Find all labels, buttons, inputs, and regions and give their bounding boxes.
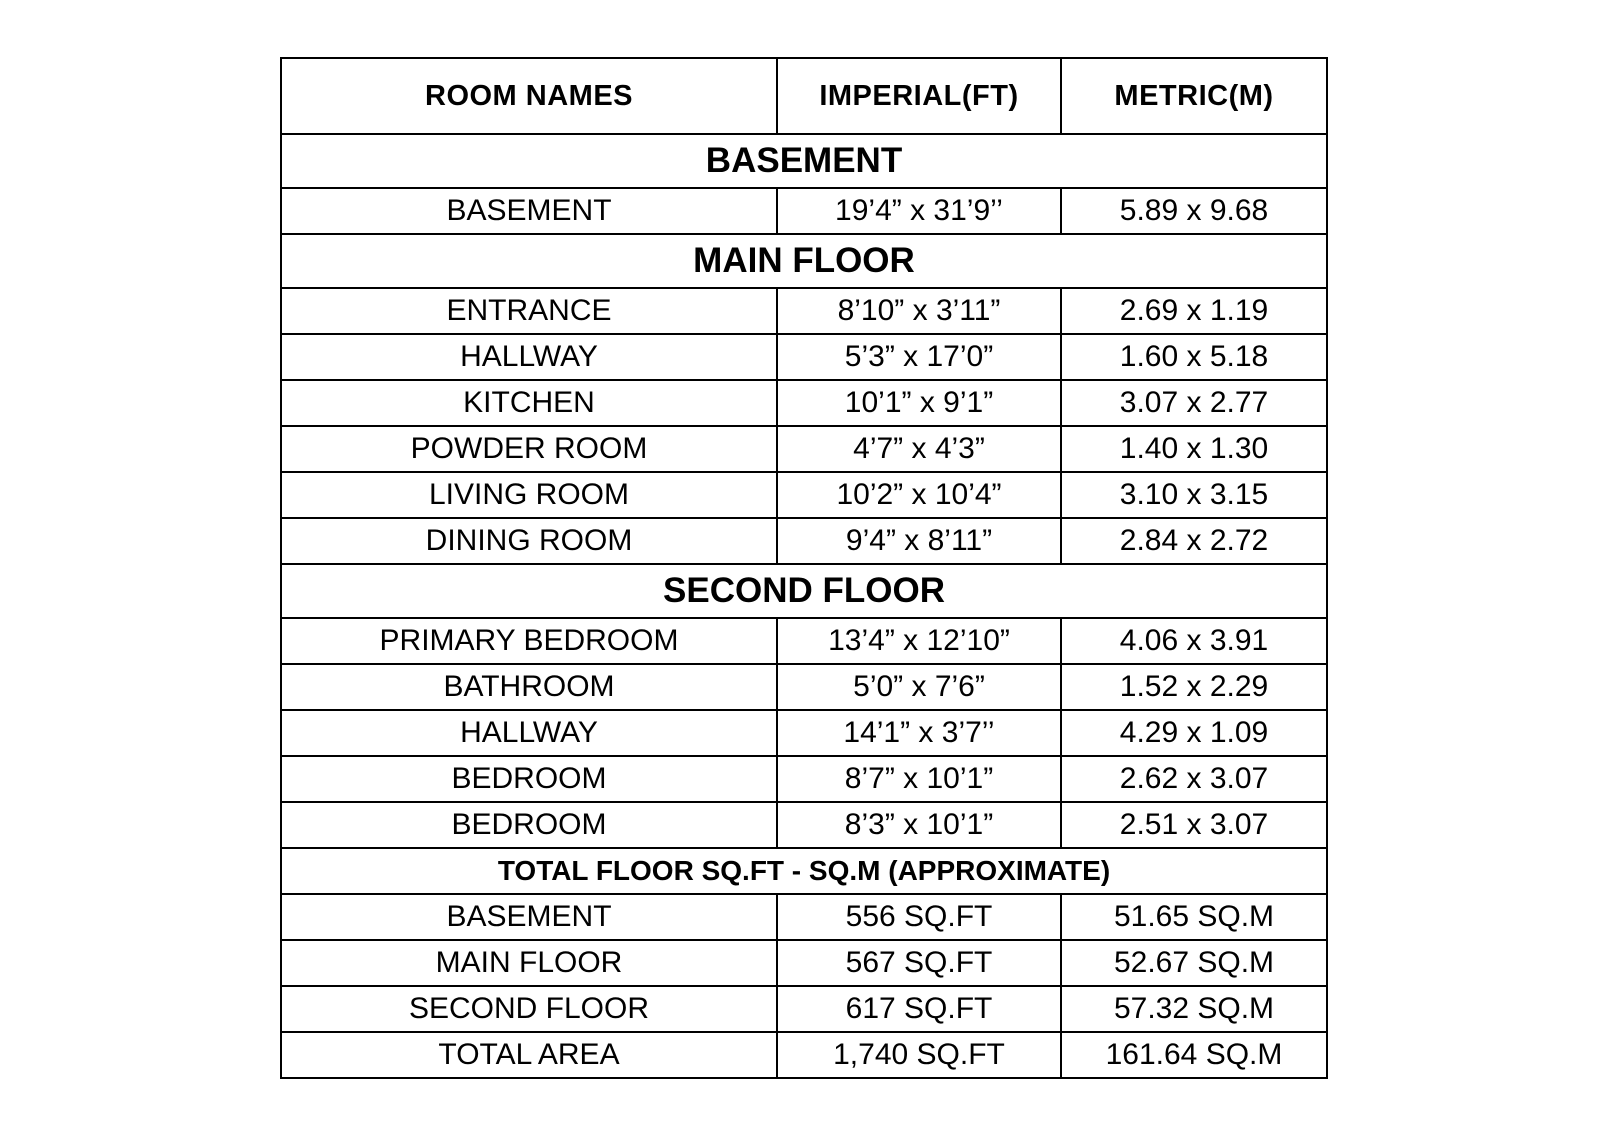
imperial-cell: 8’10” x 3’11”: [777, 288, 1061, 334]
metric-cell: 57.32 SQ.M: [1061, 986, 1327, 1032]
table-row: [281, 288, 1327, 334]
section-row-totals: [281, 848, 1327, 894]
table-row: [281, 426, 1327, 472]
metric-cell: 4.06 x 3.91: [1061, 618, 1327, 664]
metric-cell: 2.51 x 3.07: [1061, 802, 1327, 848]
table-row: [281, 618, 1327, 664]
table-row: [281, 472, 1327, 518]
table-row: [281, 986, 1327, 1032]
header-imperial: IMPERIAL(FT): [777, 58, 1061, 134]
header-room-names: ROOM NAMES: [281, 58, 777, 134]
room-name-cell: KITCHEN: [281, 380, 777, 426]
room-name-cell: POWDER ROOM: [281, 426, 777, 472]
table-row: [281, 1032, 1327, 1078]
room-name-cell: BASEMENT: [281, 894, 777, 940]
room-name-cell: BATHROOM: [281, 664, 777, 710]
metric-cell: 3.10 x 3.15: [1061, 472, 1327, 518]
metric-cell: 52.67 SQ.M: [1061, 940, 1327, 986]
section-title-second-floor: SECOND FLOOR: [281, 564, 1327, 618]
room-dimensions-table: [280, 57, 1328, 1079]
table-row: [281, 710, 1327, 756]
imperial-cell: 14’1” x 3’7’’: [777, 710, 1061, 756]
imperial-cell: 10’1” x 9’1”: [777, 380, 1061, 426]
imperial-cell: 8’3” x 10’1”: [777, 802, 1061, 848]
section-title-basement: BASEMENT: [281, 134, 1327, 188]
table-row: [281, 756, 1327, 802]
imperial-cell: 567 SQ.FT: [777, 940, 1061, 986]
metric-cell: 1.40 x 1.30: [1061, 426, 1327, 472]
room-name-cell: LIVING ROOM: [281, 472, 777, 518]
imperial-cell: 5’3” x 17’0”: [777, 334, 1061, 380]
imperial-cell: 19’4” x 31’9’’: [777, 188, 1061, 234]
metric-cell: 4.29 x 1.09: [1061, 710, 1327, 756]
metric-cell: 2.69 x 1.19: [1061, 288, 1327, 334]
room-name-cell: HALLWAY: [281, 334, 777, 380]
imperial-cell: 8’7” x 10’1”: [777, 756, 1061, 802]
metric-cell: 2.84 x 2.72: [1061, 518, 1327, 564]
table-row: [281, 188, 1327, 234]
room-name-cell: BEDROOM: [281, 756, 777, 802]
metric-cell: 51.65 SQ.M: [1061, 894, 1327, 940]
room-name-cell: HALLWAY: [281, 710, 777, 756]
metric-cell: 1.60 x 5.18: [1061, 334, 1327, 380]
room-name-cell: TOTAL AREA: [281, 1032, 777, 1078]
room-name-cell: DINING ROOM: [281, 518, 777, 564]
table-row: [281, 940, 1327, 986]
table-row: [281, 380, 1327, 426]
metric-cell: 1.52 x 2.29: [1061, 664, 1327, 710]
imperial-cell: 556 SQ.FT: [777, 894, 1061, 940]
metric-cell: 3.07 x 2.77: [1061, 380, 1327, 426]
section-title-totals: TOTAL FLOOR SQ.FT - SQ.M (APPROXIMATE): [281, 848, 1327, 894]
table-header-row: [281, 58, 1327, 134]
header-metric: METRIC(M): [1061, 58, 1327, 134]
room-name-cell: SECOND FLOOR: [281, 986, 777, 1032]
table-row: [281, 334, 1327, 380]
imperial-cell: 5’0” x 7’6”: [777, 664, 1061, 710]
room-name-cell: MAIN FLOOR: [281, 940, 777, 986]
section-title-main-floor: MAIN FLOOR: [281, 234, 1327, 288]
metric-cell: 5.89 x 9.68: [1061, 188, 1327, 234]
table-row: [281, 894, 1327, 940]
section-row-second-floor: [281, 564, 1327, 618]
room-name-cell: ENTRANCE: [281, 288, 777, 334]
table-row: [281, 518, 1327, 564]
section-row-main-floor: [281, 234, 1327, 288]
metric-cell: 2.62 x 3.07: [1061, 756, 1327, 802]
metric-cell: 161.64 SQ.M: [1061, 1032, 1327, 1078]
imperial-cell: 13’4” x 12’10”: [777, 618, 1061, 664]
imperial-cell: 9’4” x 8’11”: [777, 518, 1061, 564]
section-row-basement: [281, 134, 1327, 188]
imperial-cell: 1,740 SQ.FT: [777, 1032, 1061, 1078]
table-row: [281, 802, 1327, 848]
table-row: [281, 664, 1327, 710]
room-name-cell: BEDROOM: [281, 802, 777, 848]
imperial-cell: 617 SQ.FT: [777, 986, 1061, 1032]
imperial-cell: 4’7” x 4’3”: [777, 426, 1061, 472]
imperial-cell: 10’2” x 10’4”: [777, 472, 1061, 518]
room-name-cell: PRIMARY BEDROOM: [281, 618, 777, 664]
room-name-cell: BASEMENT: [281, 188, 777, 234]
